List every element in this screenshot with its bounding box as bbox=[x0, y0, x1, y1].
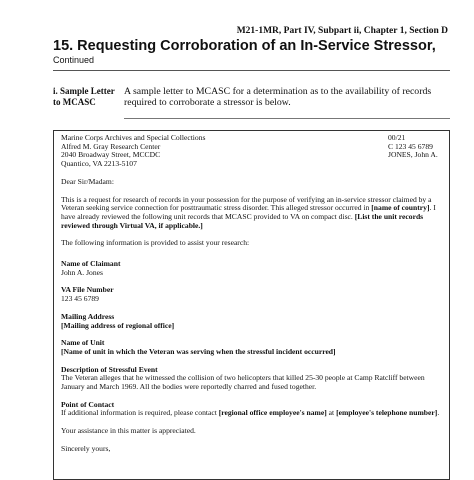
address-line: Marine Corps Archives and Special Collections bbox=[61, 133, 206, 142]
reference-line: C 123 45 6789 bbox=[388, 141, 433, 151]
contact-name: [regional office employee's name] bbox=[218, 408, 327, 418]
intro-text: This is a request for research of records in your possession for the purpose of verifying an in-service stressor claimed by a Veteran seeking service connection for posttraumatic stress disorder. This alleged stressor occurred in bbox=[61, 194, 432, 213]
sample-letter bbox=[53, 130, 450, 480]
section-continued: Continued bbox=[53, 55, 95, 65]
event-heading: Description of Stressful Event bbox=[61, 364, 158, 374]
intro-country: [name of country] bbox=[371, 203, 430, 213]
header-reference: M21-1MR, Part IV, Subpart ii, Chapter 1, Section D bbox=[236, 26, 448, 36]
contact-phone: [employee's telephone number] bbox=[336, 408, 438, 418]
file-number-heading: VA File Number bbox=[61, 285, 114, 295]
recipient-address bbox=[61, 134, 205, 169]
address-line: Alfred M. Gray Research Center bbox=[61, 141, 161, 151]
claimant-heading: Name of Claimant bbox=[61, 259, 121, 269]
reference-line: JONES, John A. bbox=[388, 150, 438, 160]
section-title: 15. Requesting Corroboration of an In-Service Stressor, bbox=[53, 38, 436, 54]
contact-text: If additional information is required, please contact bbox=[61, 408, 219, 418]
unit-value: [Name of unit in which the Veteran was serving when the stressful incident occurred] bbox=[61, 346, 336, 356]
divider bbox=[53, 70, 450, 71]
mailing-value: [Mailing address of regional office] bbox=[61, 320, 175, 330]
event-value: The Veteran alleges that he witnessed the collision of two helicopters that killed 25-30 people at Camp Ratcliff between January and March 1969. All the bodies were reportedly charred and fused together. bbox=[61, 373, 425, 392]
reference-line: 00/21 bbox=[388, 133, 406, 142]
block-label: i. Sample Letter to MCASC bbox=[53, 86, 115, 107]
salutation: Dear Sir/Madam: bbox=[61, 176, 114, 186]
closing-line: Your assistance in this matter is appreciated. bbox=[61, 426, 196, 436]
contact-text: . bbox=[437, 408, 440, 418]
block-text: A sample letter to MCASC for a determination as to the availability of records required to corroborate a stressor is below. bbox=[124, 86, 432, 108]
unit-heading: Name of Unit bbox=[61, 338, 105, 348]
intro-paragraph bbox=[61, 196, 442, 231]
letter-header bbox=[61, 134, 442, 169]
intro-units: [List the unit records reviewed through Virtual VA, if applicable.] bbox=[61, 211, 424, 230]
reference-block bbox=[388, 134, 442, 169]
info-intro: The following information is provided to assist your research: bbox=[61, 238, 250, 248]
intro-text: . I have already reviewed the following unit records that MCASC provided to VA on compact disc. bbox=[61, 203, 436, 221]
mailing-heading: Mailing Address bbox=[61, 311, 115, 321]
address-line: Quantico, VA 2213-5107 bbox=[61, 159, 137, 169]
contact-text: at bbox=[326, 408, 337, 418]
file-number-value: 123 45 6789 bbox=[61, 294, 99, 304]
claimant-value: John A. Jones bbox=[61, 267, 103, 277]
contact-paragraph bbox=[61, 409, 442, 418]
contact-heading: Point of Contact bbox=[61, 399, 115, 409]
address-line: 2040 Broadway Street, MCCDC bbox=[61, 150, 161, 160]
divider bbox=[124, 118, 450, 119]
signoff: Sincerely yours, bbox=[61, 443, 111, 453]
